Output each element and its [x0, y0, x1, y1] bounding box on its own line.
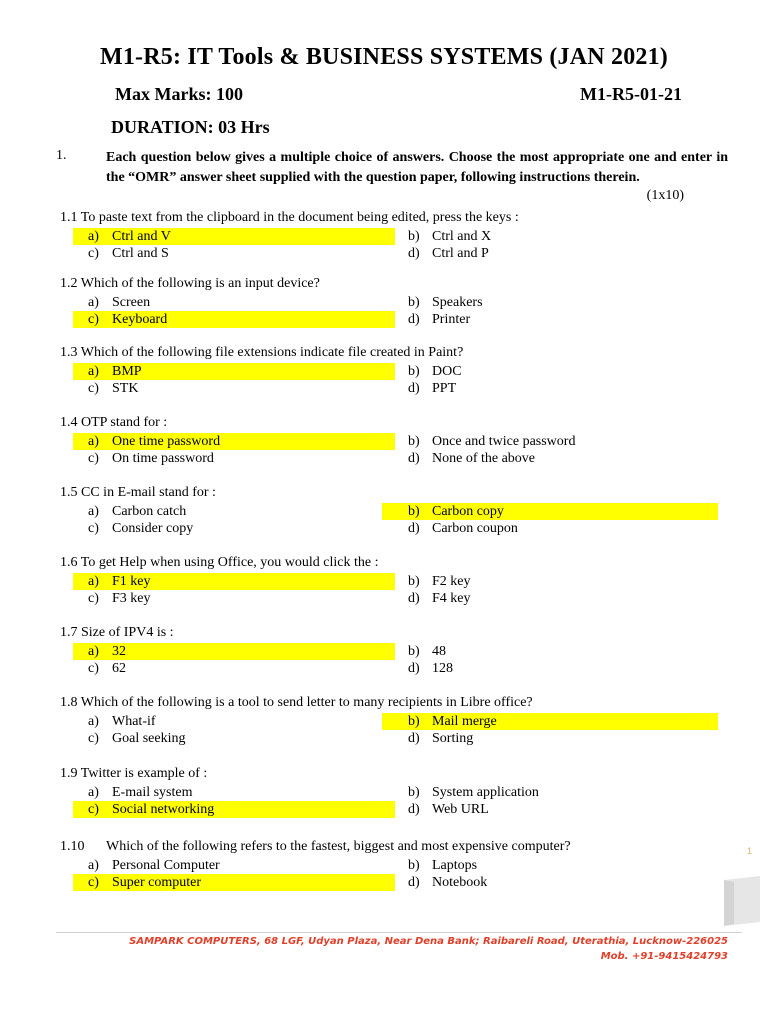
main-question — [56, 148, 728, 203]
option-a[interactable]: a) F1 key — [73, 573, 395, 590]
question-1-8 — [60, 694, 740, 748]
option-d[interactable]: d) None of the above — [408, 451, 536, 466]
question-number: 1.5 — [60, 485, 78, 500]
question-1-5 — [60, 484, 740, 538]
question-stem: Which of the following file extensions indicate file created in Paint? — [80, 345, 464, 360]
option-a[interactable]: a) One time password — [73, 433, 395, 450]
question-stem: Which of the following refers to the fastest, biggest and most expensive computer? — [106, 839, 571, 854]
question-stem: To get Help when using Office, you would click the : — [80, 555, 379, 570]
max-marks: Max Marks: 100 — [115, 84, 243, 104]
option-a[interactable]: a) What-if — [88, 714, 156, 729]
page-number: 1 — [746, 846, 752, 856]
question-1-7 — [60, 624, 740, 678]
paper-code: M1-R5-01-21 — [580, 84, 682, 104]
option-a[interactable]: a) Ctrl and V — [73, 228, 395, 245]
option-b[interactable]: b) Laptops — [408, 858, 478, 873]
question-stem: Which of the following is a tool to send letter to many recipients in Libre office? — [80, 695, 533, 710]
question-1-2 — [60, 275, 740, 329]
option-b[interactable]: b) Once and twice password — [408, 434, 576, 449]
option-c[interactable]: c) Super computer — [73, 874, 395, 891]
question-number: 1.8 — [60, 695, 78, 710]
option-c[interactable]: c) Ctrl and S — [88, 246, 169, 261]
question-1-10 — [60, 838, 740, 892]
question-number: 1.10 — [60, 839, 85, 854]
page-title: M1-R5: IT Tools & BUSINESS SYSTEMS (JAN 2021) — [99, 44, 668, 70]
duration: DURATION: 03 Hrs — [111, 117, 270, 137]
option-a[interactable]: a) BMP — [73, 363, 395, 380]
main-question-marks: (1x10) — [646, 188, 684, 203]
question-1-1 — [60, 209, 740, 263]
option-c[interactable]: c) Goal seeking — [88, 731, 186, 746]
question-1-4 — [60, 414, 740, 468]
question-stem: Twitter is example of : — [80, 766, 208, 781]
option-c[interactable]: c) 62 — [88, 661, 126, 676]
main-question-number: 1. — [56, 148, 67, 163]
option-b[interactable]: b) Carbon copy — [382, 503, 718, 520]
option-d[interactable]: d) Sorting — [408, 731, 474, 746]
option-d[interactable]: d) Web URL — [408, 802, 489, 817]
option-d[interactable]: d) PPT — [408, 381, 457, 396]
option-d[interactable]: d) Notebook — [408, 875, 488, 890]
option-b[interactable]: b) Ctrl and X — [408, 229, 492, 244]
option-b[interactable]: b) F2 key — [408, 574, 471, 589]
option-a[interactable]: a) Screen — [88, 295, 151, 310]
question-number: 1.4 — [60, 415, 78, 430]
footer-phone: Mob. +91-9415424793 — [600, 951, 728, 962]
option-b[interactable]: b) DOC — [408, 364, 462, 379]
option-a[interactable]: a) Personal Computer — [88, 858, 220, 873]
option-a[interactable]: a) E-mail system — [88, 785, 193, 800]
question-stem: Size of IPV4 is : — [81, 625, 174, 640]
option-b[interactable]: b) Speakers — [408, 295, 483, 310]
option-a[interactable]: a) Carbon catch — [88, 504, 187, 519]
question-stem: To paste text from the clipboard in the document being edited, press the keys : — [80, 210, 519, 225]
option-d[interactable]: d) F4 key — [408, 591, 471, 606]
question-number: 1.9 — [60, 766, 78, 781]
question-number: 1.7 — [60, 625, 78, 640]
page-corner-shape — [718, 872, 762, 930]
question-1-9 — [60, 765, 740, 819]
question-stem: CC in E-mail stand for : — [81, 485, 216, 500]
footer-address: SAMPARK COMPUTERS, 68 LGF, Udyan Plaza, Near Dena Bank; Raibareli Road, Uterathia, Lucknow-226025 — [129, 936, 728, 947]
question-1-3 — [60, 344, 740, 398]
option-c[interactable]: c) STK — [88, 381, 139, 396]
option-d[interactable]: d) 128 — [408, 661, 453, 676]
option-d[interactable]: d) Carbon coupon — [408, 521, 518, 536]
main-question-instructions: Each question below gives a multiple choice of answers. Choose the most appropriate one and enter in the “OMR” answer sheet supplied with the question paper, following instructions therein. — [106, 150, 728, 185]
question-stem: Which of the following is an input device? — [80, 276, 320, 291]
question-number: 1.1 — [60, 210, 78, 225]
option-b[interactable]: b) 48 — [408, 644, 446, 659]
question-number: 1.6 — [60, 555, 78, 570]
question-number: 1.2 — [60, 276, 78, 291]
question-1-6 — [60, 554, 740, 608]
option-b[interactable]: b) System application — [408, 785, 539, 800]
question-stem: OTP stand for : — [81, 415, 168, 430]
option-d[interactable]: d) Printer — [408, 312, 471, 327]
option-c[interactable]: c) F3 key — [88, 591, 151, 606]
option-a[interactable]: a) 32 — [73, 643, 395, 660]
option-c[interactable]: c) Consider copy — [88, 521, 194, 536]
option-c[interactable]: c) Social networking — [73, 801, 395, 818]
option-d[interactable]: d) Ctrl and P — [408, 246, 489, 261]
option-c[interactable]: c) On time password — [88, 451, 214, 466]
option-b[interactable]: b) Mail merge — [382, 713, 718, 730]
option-c[interactable]: c) Keyboard — [73, 311, 395, 328]
question-number: 1.3 — [60, 345, 78, 360]
footer-divider — [56, 932, 742, 933]
